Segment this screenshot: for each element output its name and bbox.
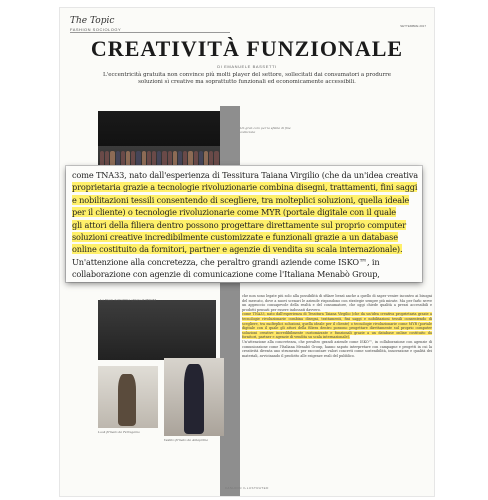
highlighted-passage: come TNA33, nato dall'esperienza di Tessitura Taiana Virgilio (che da un'idea creativa proprietaria grazie a tecnologie rivoluzionarie combina disegni, trattamenti, fini saggi e nobilitazioni tessili consentendo di scegliere, tra molteplici soluzioni, quella ideale per il cliente) o tecnologie rivoluzionarie come MYR (portale digitale con il quale gli attori della filiera dentro possono progettare direttamente sul proprio computer soluzioni creative incredibilmente customizzate e funzionali grazie a un database online costituito da fornitori, partner e agenzie di vendita su scala internazionale). [242,312,432,340]
section-subtitle: FASHION SOCIOLOGY [70,27,122,32]
runway-models [98,151,226,167]
highlighted-text: e nobilitazioni tessili consentendo di scegliere, tra molteplici soluzioni, quella ideale [72,194,410,205]
body-paragraph: che non sono legate più solo alla possibilità di sfilare bensì anche a quello di saper venire incontro ai bisogni del mercato, dove a nuovi scenari le aziende rispondono con strategie sempre più mirate. Ma per farlo serve un approccio consapevole della realtà e del consumatore, che oggi chiede qualità a prezzi accessibili e prodotti pensati per essere indossati davvero. [242,294,432,312]
page-footer: FASHION ILLUSTRATED [225,486,269,490]
magnifier-zoom [66,166,422,282]
highlighted-text: gli attori della filiera dentro possono progettare direttamente sul proprio computer [72,219,406,230]
article-deck: L'eccentricità gratuita non convince più molti player del settore, sollecitati dai consumatori a produrre soluzioni sì creative ma soprattutto funzionali ed economicamente accessibili. [103,72,391,85]
article-headline: CREATIVITÀ FUNZIONALE [90,36,404,61]
photo-c-caption: Vestito firmato da Anteprima [164,438,209,442]
body-paragraph: Un'attenzione alla concretezza, che peraltro grandi aziende come ISKO™, in collaborazione con agenzie di comunicazione come l'Italiana Menabò Group, hanno saputo interpretare con campagne e progetti in cui la creatività diventa uno strumento per raccontare valori concreti come sostenibilità, innovazione e qualità dei materiali, avvicinando il prodotto alle esigenze reali del pubblico. [242,339,432,358]
zoom-line [72,194,416,206]
ferragamo-photo [98,366,158,428]
zoom-line: collaborazione con agenzie di comunicazione come l'Italiana Menabò Group, [72,269,380,280]
issue-date: SETTEMBRE 2017 [400,24,426,28]
zoom-line [72,231,416,243]
runway-caption: Un gran coro per la sfilata di fine collezione [240,126,291,134]
runway-finale-photo [98,300,216,360]
model-figure [184,364,204,434]
article-byline: DI EMANUELE BASSETTI [217,64,277,69]
article-body [242,294,432,358]
model-figure [118,374,136,426]
highlighted-text: proprietaria grazie a tecnologie rivoluzionarie combina disegni, trattamenti, fini saggi [72,182,418,193]
anteprima-photo [164,358,224,436]
highlighted-text: online costituito da fornitori, partner e agenzie di vendita su scala internazionale). [72,244,403,255]
zoom-line [72,219,416,231]
section-title: The Topic [70,16,115,26]
zoom-line [72,206,416,218]
header-divider [70,32,230,33]
zoom-line: come TNA33, nato dall'esperienza di Tessitura Taiana Virgilio (che da un'idea creativa [72,170,419,180]
photo-b-caption: Look firmato da Ferragamo [98,430,140,434]
photo-a-caption: La finale dell'ultima sfilata di MSGM [100,298,156,302]
zoom-line [72,243,416,255]
body-paragraph [242,312,432,340]
zoom-line: Un'attenzione alla concretezza, che peraltro grandi aziende come ISKO™, in [72,256,380,267]
zoom-line [72,181,416,193]
section-header [70,16,121,32]
highlighted-text: per il cliente) o tecnologie rivoluzionarie come MYR (portale digitale con il quale [72,207,396,218]
highlighted-text: soluzioni creative incredibilmente customizzate e funzionali grazie a un database [72,232,398,243]
